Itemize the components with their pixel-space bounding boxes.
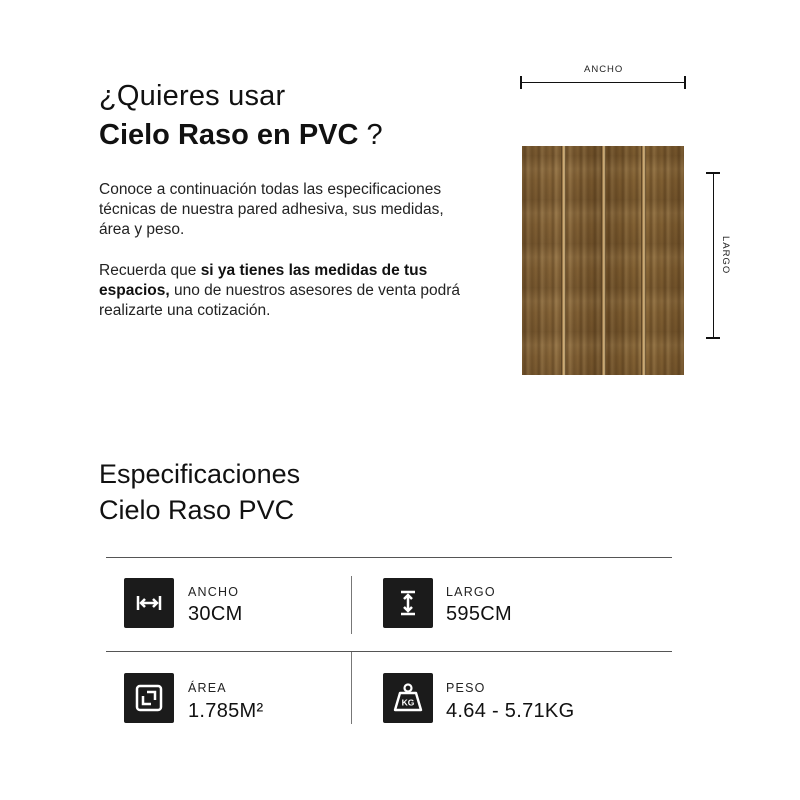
specs-divider-top — [106, 557, 672, 558]
intro-paragraph-2 — [99, 261, 469, 321]
width-dimension-line — [521, 82, 685, 83]
panel-groove — [641, 146, 646, 375]
specs-title — [99, 456, 300, 528]
width-dimension-tick-left — [520, 76, 522, 89]
spec-width-label: ANCHO — [188, 585, 240, 599]
spec-area-value: 1.785M² — [188, 700, 264, 722]
product-name-bold: Cielo Raso en PVC — [99, 119, 359, 151]
paragraph2-bold: si ya tienes las medidas de tus espacios, — [99, 262, 428, 299]
length-dimension-tick-top — [706, 172, 720, 174]
spec-length-label: LARGO — [446, 585, 496, 599]
width-dimension-tick-right — [684, 76, 686, 89]
paragraph2-pre: Recuerda que — [99, 262, 201, 279]
wood-pvc-panel-image — [522, 146, 684, 375]
specs-title-line1: Especificaciones — [99, 459, 301, 489]
specs-divider-middle — [106, 651, 672, 652]
spec-weight-label: PESO — [446, 681, 486, 695]
length-arrows-icon — [383, 578, 433, 628]
weight-kg-icon — [383, 673, 433, 723]
intro-question-line2 — [99, 119, 383, 152]
intro-paragraph-1: Conoce a continuación todas las especificaciones técnicas de nuestra pared adhesiva, sus medidas, área y peso. — [99, 181, 444, 238]
spec-weight-value: 4.64 - 5.71KG — [446, 700, 575, 722]
specs-title-line2: Cielo Raso PVC — [99, 495, 295, 525]
width-dimension-label: ANCHO — [584, 64, 624, 75]
spec-length-value: 595CM — [446, 603, 512, 625]
question-mark: ? — [358, 119, 383, 151]
length-dimension-label: LARGO — [720, 236, 731, 275]
svg-text:KG: KG — [401, 697, 415, 708]
area-expand-icon — [124, 673, 174, 723]
paragraph2-post: uno de nuestros asesores de venta podrá realizarte una cotización. — [99, 282, 461, 319]
panel-groove — [561, 146, 566, 375]
spec-area-label: ÁREA — [188, 681, 227, 695]
intro-question-line1: ¿Quieres usar — [99, 80, 286, 112]
width-arrows-icon — [124, 578, 174, 628]
length-dimension-line — [713, 173, 714, 339]
panel-groove — [601, 146, 606, 375]
spec-width-value: 30CM — [188, 603, 243, 625]
specs-divider-vertical-top — [351, 576, 352, 634]
specs-divider-vertical-bottom — [351, 652, 352, 724]
length-dimension-tick-bottom — [706, 337, 720, 339]
